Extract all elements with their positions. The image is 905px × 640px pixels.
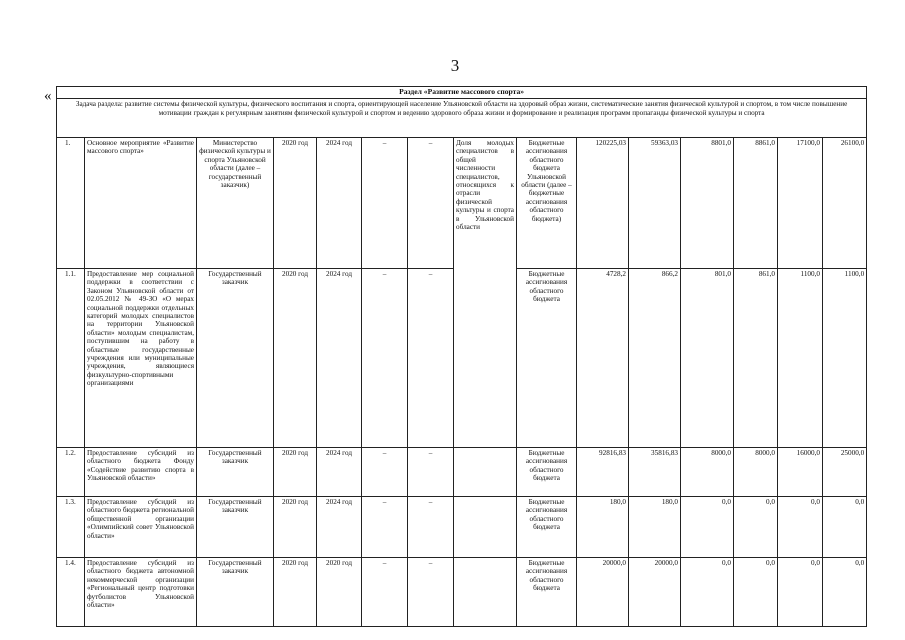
- amount-total: 92816,83: [577, 448, 629, 497]
- row-number: 1.1.: [57, 269, 85, 448]
- funding-source: Бюджетные ассигнования областного бюджета: [517, 448, 577, 497]
- executor: Государственный заказчик: [197, 448, 274, 497]
- amount-2020: 866,2: [629, 269, 681, 448]
- dash-cell: –: [362, 497, 408, 558]
- section-title-row: [57, 87, 867, 99]
- amount-2024: 26100,0: [823, 138, 867, 269]
- end-year: 2024 год: [317, 497, 362, 558]
- dash-cell: –: [408, 269, 454, 448]
- table-row: [57, 497, 867, 558]
- amount-2021: 0,0: [681, 497, 734, 558]
- dash-cell: –: [362, 269, 408, 448]
- event-name: Предоставление субсидий из областного бюджета Фонду «Содействие развитию спорта в Ульяновской области»: [85, 448, 197, 497]
- dash-cell: –: [408, 497, 454, 558]
- row-number: 1.: [57, 138, 85, 269]
- section-title: Раздел «Развитие массового спорта»: [57, 87, 867, 99]
- empty-indicator-cell: [454, 497, 517, 558]
- amount-2022: 8000,0: [734, 448, 778, 497]
- start-year: 2020 год: [274, 497, 317, 558]
- executor: Государственный заказчик: [197, 269, 274, 448]
- amount-2024: 0,0: [823, 497, 867, 558]
- amount-total: 20000,0: [577, 558, 629, 627]
- section-task: Задача раздела: развитие системы физической культуры, физического воспитания и спорта, ориентирующей население Ульяновской области на здоровый образ жизни, систематические занятия физической культурой и спортом, в том числе повышение мотивации граждан к регулярным занятиям физической культурой и спортом и ведению здорового образа жизни и формирование и реализация программ пропаганды физической культуры и спорта: [57, 99, 867, 138]
- amount-2021: 8000,0: [681, 448, 734, 497]
- funding-source: Бюджетные ассигнования областного бюджета: [517, 497, 577, 558]
- event-name: Предоставление мер социальной поддержки в соответствии с Законом Ульяновской области от 02.05.2012 № 49-ЗО «О мерах социальной поддержки отдельных категорий молодых специалистов на территории Ульяновской области» молодым специалистам, поступившим на работу в областные государственные учреждения или муниципальные учреждения, являющиеся физкультурно-спортивными организациями: [85, 269, 197, 448]
- start-year: 2020 год: [274, 138, 317, 269]
- executor: Государственный заказчик: [197, 558, 274, 627]
- empty-indicator-cell: [454, 448, 517, 497]
- dash-cell: –: [362, 448, 408, 497]
- end-year: 2024 год: [317, 448, 362, 497]
- dash-cell: –: [362, 138, 408, 269]
- executor: Государственный заказчик: [197, 497, 274, 558]
- start-year: 2020 год: [274, 558, 317, 627]
- table-row: [57, 448, 867, 497]
- amount-2022: 861,0: [734, 269, 778, 448]
- event-name: Предоставление субсидий из областного бюджета региональной общественной организации «Олимпийский совет Ульяновской области»: [85, 497, 197, 558]
- program-table: [56, 86, 867, 627]
- amount-total: 120225,03: [577, 138, 629, 269]
- executor: Министерство физической культуры и спорта Ульяновской области (далее – государственный заказчик): [197, 138, 274, 269]
- event-name: Предоставление субсидий из областного бюджета автономной некоммерческой организации «Региональный центр подготовки футболистов Ульяновской области»: [85, 558, 197, 627]
- amount-2023: 0,0: [778, 558, 823, 627]
- dash-cell: –: [408, 558, 454, 627]
- amount-total: 180,0: [577, 497, 629, 558]
- table-row: [57, 558, 867, 627]
- end-year: 2020 год: [317, 558, 362, 627]
- dash-cell: –: [408, 448, 454, 497]
- amount-2024: 1100,0: [823, 269, 867, 448]
- funding-source: Бюджетные ассигнования областного бюджета: [517, 558, 577, 627]
- amount-2020: 35816,83: [629, 448, 681, 497]
- amount-2020: 59363,03: [629, 138, 681, 269]
- row-number: 1.2.: [57, 448, 85, 497]
- dash-cell: –: [408, 138, 454, 269]
- end-year: 2024 год: [317, 269, 362, 448]
- amount-2020: 20000,0: [629, 558, 681, 627]
- amount-2023: 17100,0: [778, 138, 823, 269]
- amount-total: 4728,2: [577, 269, 629, 448]
- dash-cell: –: [362, 558, 408, 627]
- page-number: 3: [450, 56, 460, 75]
- amount-2022: 0,0: [734, 497, 778, 558]
- amount-2023: 0,0: [778, 497, 823, 558]
- amount-2022: 8861,0: [734, 138, 778, 269]
- amount-2021: 0,0: [681, 558, 734, 627]
- end-year: 2024 год: [317, 138, 362, 269]
- amount-2020: 180,0: [629, 497, 681, 558]
- amount-2024: 0,0: [823, 558, 867, 627]
- funding-source: Бюджетные ассигнования областного бюджета Ульяновской области (далее – бюджетные ассигнования областного бюджета): [517, 138, 577, 269]
- section-task-row: [57, 99, 867, 138]
- amount-2022: 0,0: [734, 558, 778, 627]
- amount-2021: 8801,0: [681, 138, 734, 269]
- start-year: 2020 год: [274, 269, 317, 448]
- row-number: 1.3.: [57, 497, 85, 558]
- start-year: 2020 год: [274, 448, 317, 497]
- funding-source: Бюджетные ассигнования областного бюджета: [517, 269, 577, 448]
- opening-quote-mark: «: [44, 88, 52, 104]
- amount-2023: 16000,0: [778, 448, 823, 497]
- amount-2023: 1100,0: [778, 269, 823, 448]
- amount-2021: 801,0: [681, 269, 734, 448]
- table-row: [57, 138, 867, 269]
- target-indicator: Доля молодых специалистов в общей численности специалистов, относящихся к отрасли физической культуры и спорта в Ульяновской области: [454, 138, 517, 448]
- row-number: 1.4.: [57, 558, 85, 627]
- empty-indicator-cell: [454, 558, 517, 627]
- amount-2024: 25000,0: [823, 448, 867, 497]
- event-name: Основное мероприятие «Развитие массового спорта»: [85, 138, 197, 269]
